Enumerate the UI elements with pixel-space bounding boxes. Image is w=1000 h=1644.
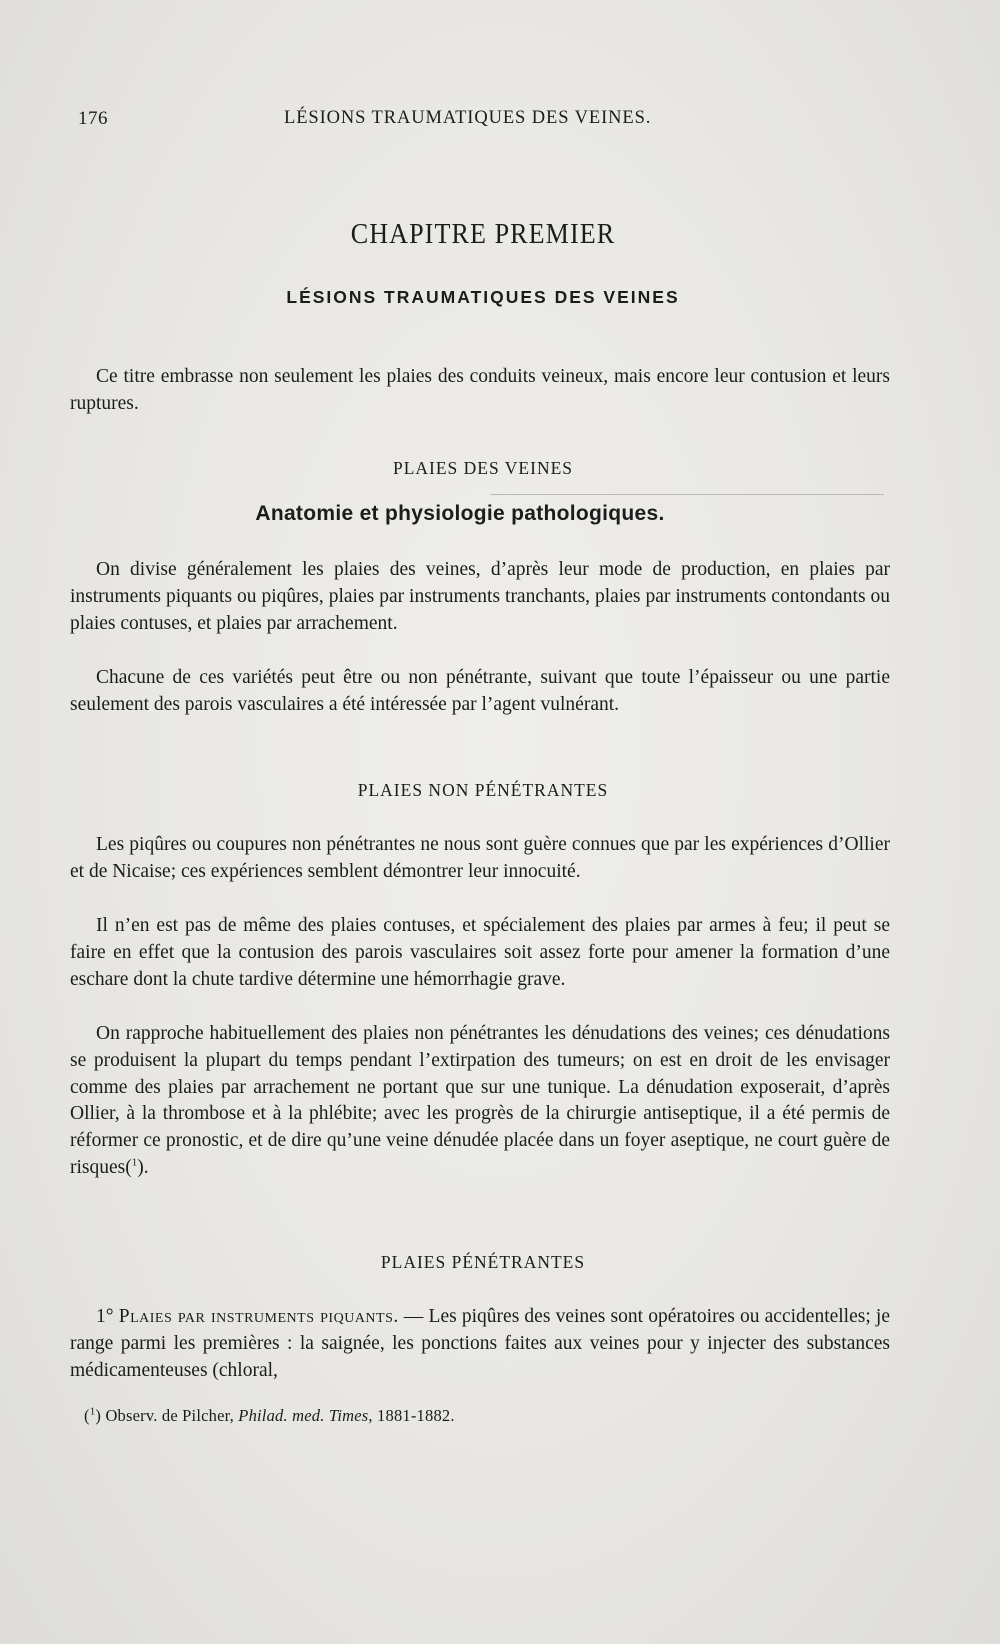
item-number: 1° — [96, 1306, 114, 1327]
denudations-text: On rapproche habituellement des plaies non pénétrantes les dénudations des veines; ces dénudations se produisent la plupart du temps pendant l’extirpation des tumeurs; on est en droit de les envisager comme des plaies par arrachement ne portant que sur une tunique. La dénudation exposerait, d’après Ollier, à la thrombose et à la phlébite; avec les progrès de la chirurgie antiseptique, il a été permis de réformer ce pronostic, et de dire qu’une veine dénudée placée dans un foyer aseptique, ne court guère de risques — [70, 1023, 890, 1178]
section-heading-plaies: PLAIES DES VEINES — [392, 458, 574, 478]
section-heading-penetrantes: PLAIES PÉNÉTRANTES — [380, 1252, 586, 1272]
footnote-marker: 1 — [89, 1405, 96, 1418]
item-title: Plaies par instruments piquants. — [118, 1306, 399, 1327]
footnote-text-before: Observ. de Pilcher, — [105, 1406, 239, 1425]
denudations-end: . — [143, 1156, 149, 1178]
subsection-heading-anatomie: Anatomie et physiologie pathologiques. — [255, 502, 665, 525]
running-title: LÉSIONS TRAUMATIQUES DES VEINES. — [284, 108, 652, 128]
paragraph-denudations: On rapproche habituellement des plaies non pénétrantes les dénudations des veines; ces dénudations se produisent la plupart du temps pendant l’extirpation des tumeurs; on est en droit de les envisager comme des plaies par arrachement ne portant que sur une tunique. La dénudation exposerait, d’après Ollier, à la thrombose et à la phlébite; avec les progrès de la chirurgie antiseptique, il a été permis de réformer ce pronostic, et de dire qu’une veine dénudée placée dans un foyer aseptique, ne court guère de risques($^1$). — [70, 1023, 890, 1178]
paragraph-piqures: Les piqûres ou coupures non pénétrantes ne nous sont guère connues que par les expériences d’Ollier et de Nicaise; ces expériences semblent démontrer leur innocuité. — [70, 834, 890, 882]
intro-paragraph: Ce titre embrasse non seulement les plaies des conduits veineux, mais encore leur contusion et leurs ruptures. — [70, 366, 890, 414]
section-heading-non-penetrantes: PLAIES NON PÉNÉTRANTES — [357, 780, 609, 800]
paragraph-piquants — [70, 1304, 890, 1384]
footnote-text-after: , 1881-1882. — [368, 1406, 455, 1425]
running-head — [78, 108, 728, 138]
chapter-title: CHAPITRE PREMIER — [350, 218, 616, 250]
chapter-subtitle: LÉSIONS TRAUMATIQUES DES VEINES — [286, 287, 680, 307]
footnote-journal: Philad. med. Times — [238, 1406, 369, 1425]
footnote: ($^1$) Observ. de Pilcher, Philad. med. Times, 1881-1882. — [84, 1405, 455, 1425]
page-number: 176 — [78, 108, 108, 129]
item-text: — Les piqûres des veines sont opératoires ou accidentelles; je range parmi les premières : la saignée, les ponctions faites aux veines pour y injecter des substances médicamenteuses (chloral, — [70, 1306, 890, 1381]
paragraph-varietes: Chacune de ces variétés peut être ou non pénétrante, suivant que toute l’épaisseur ou une partie seulement des parois vasculaires a été intéressée par l’agent vulnérant. — [70, 667, 890, 715]
divider-rule — [490, 494, 884, 495]
paragraph-division: On divise généralement les plaies des veines, d’après leur mode de production, en plaies par instruments piquants ou piqûres, plaies par instruments tranchants, plaies par instruments contondants ou plaies contuses, et plaies par arrachement. — [70, 559, 890, 634]
footnote-reference[interactable]: 1 — [131, 1156, 138, 1169]
paragraph-contuses: Il n’en est pas de même des plaies contuses, et spécialement des plaies par armes à feu; il peut se faire en effet que la contusion des parois vasculaires soit assez forte pour amener la formation d’une eschare dont la chute tardive détermine une hémorrhagie grave. — [70, 915, 890, 990]
